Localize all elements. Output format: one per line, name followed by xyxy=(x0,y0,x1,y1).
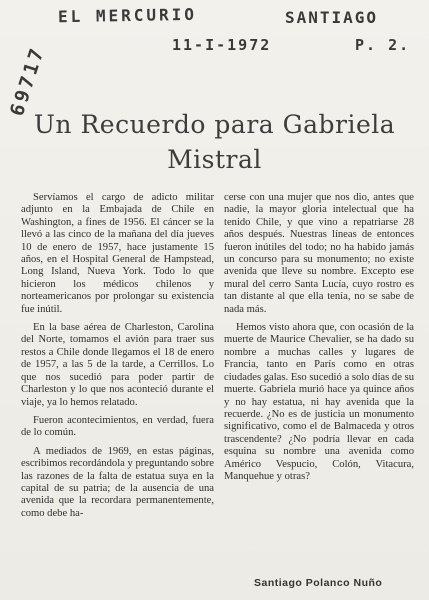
handwritten-page: P. 2. xyxy=(355,36,411,54)
article-title-line-1: Un Recuerdo para Gabriela xyxy=(33,110,396,139)
left-column xyxy=(21,192,214,526)
handwritten-city: SANTIAGO xyxy=(285,8,379,27)
author-byline: Santiago Polanco Nuño xyxy=(254,577,383,589)
paragraph: Hemos visto ahora que, con ocasión de la muerte de Maurice Chevalier, se ha dado su nombre a muchas calles y lugares de Francia, tanto en París como en otras ciudades galas. Eso sucedió a solo días de su muerte. Gabriela murió hace ya quince años y no hay estatua, ni hay avenida que la recuerde. ¿No es de justicia un monumento significativo, como el de Balmaceda y otros trascendente? ¿No podría llevar en cada esquina su nombre una avenida como Américo Vespucio, Colón, Vitacura, Manquehue y otras? xyxy=(224,322,414,482)
handwritten-archive-code: 69717 xyxy=(6,43,50,119)
paragraph: A mediados de 1969, en estas páginas, escribimos recordándola y preguntando sobre las razones de la falta de estatua suya en la capital de su patria; de la ausencia de una avenida que la recordara permanentemente, como debe ha- xyxy=(21,445,214,519)
paragraph: Fueron acontecimientos, en verdad, fuera de lo común. xyxy=(21,414,214,439)
right-column xyxy=(224,192,414,489)
article-title-line-2: Mistral xyxy=(167,145,262,174)
handwritten-source: EL MERCURIO xyxy=(57,4,198,27)
paragraph: En la base aérea de Charleston, Carolina del Norte, tomamos el avión para traer sus restos a Chile donde llegamos el 18 de enero de 1957, a las 5 de la tarde, a Cerrillos. Lo que nos sucedió para poder partir de Charleston y lo que nos aconteció durante el viaje, ya lo hemos relatado. xyxy=(21,322,214,408)
paragraph-continuation: cerse con una mujer que nos dio, antes que nadie, la mayor gloria intelectual que ha tenido Chile, y que vino a repatriarse 28 años después. Nuestras líneas de entonces fueron inútiles del todo; no ha habido jamás un concurso para su monumento; no existe avenida que lleve su nombre. Excepto ese mural del cerro Santa Lucía, cuyo rostro es tan distante al que ella tenía, no se sabe de nada más. xyxy=(224,192,414,315)
handwritten-date: 11-I-1972 xyxy=(172,36,272,54)
paragraph: Servíamos el cargo de adicto militar adjunto en la Embajada de Chile en Washington, a fines de 1956. El cáncer se la llevó a las cinco de la mañana del día jueves 10 de enero de 1957, hace justamente 15 años, en el Hospital General de Hampstead, Long Island, Nueva York. Todo lo que hicieron los médicos chilenos y norteamericanos por prolongar su existencia fue inútil. xyxy=(21,192,214,315)
